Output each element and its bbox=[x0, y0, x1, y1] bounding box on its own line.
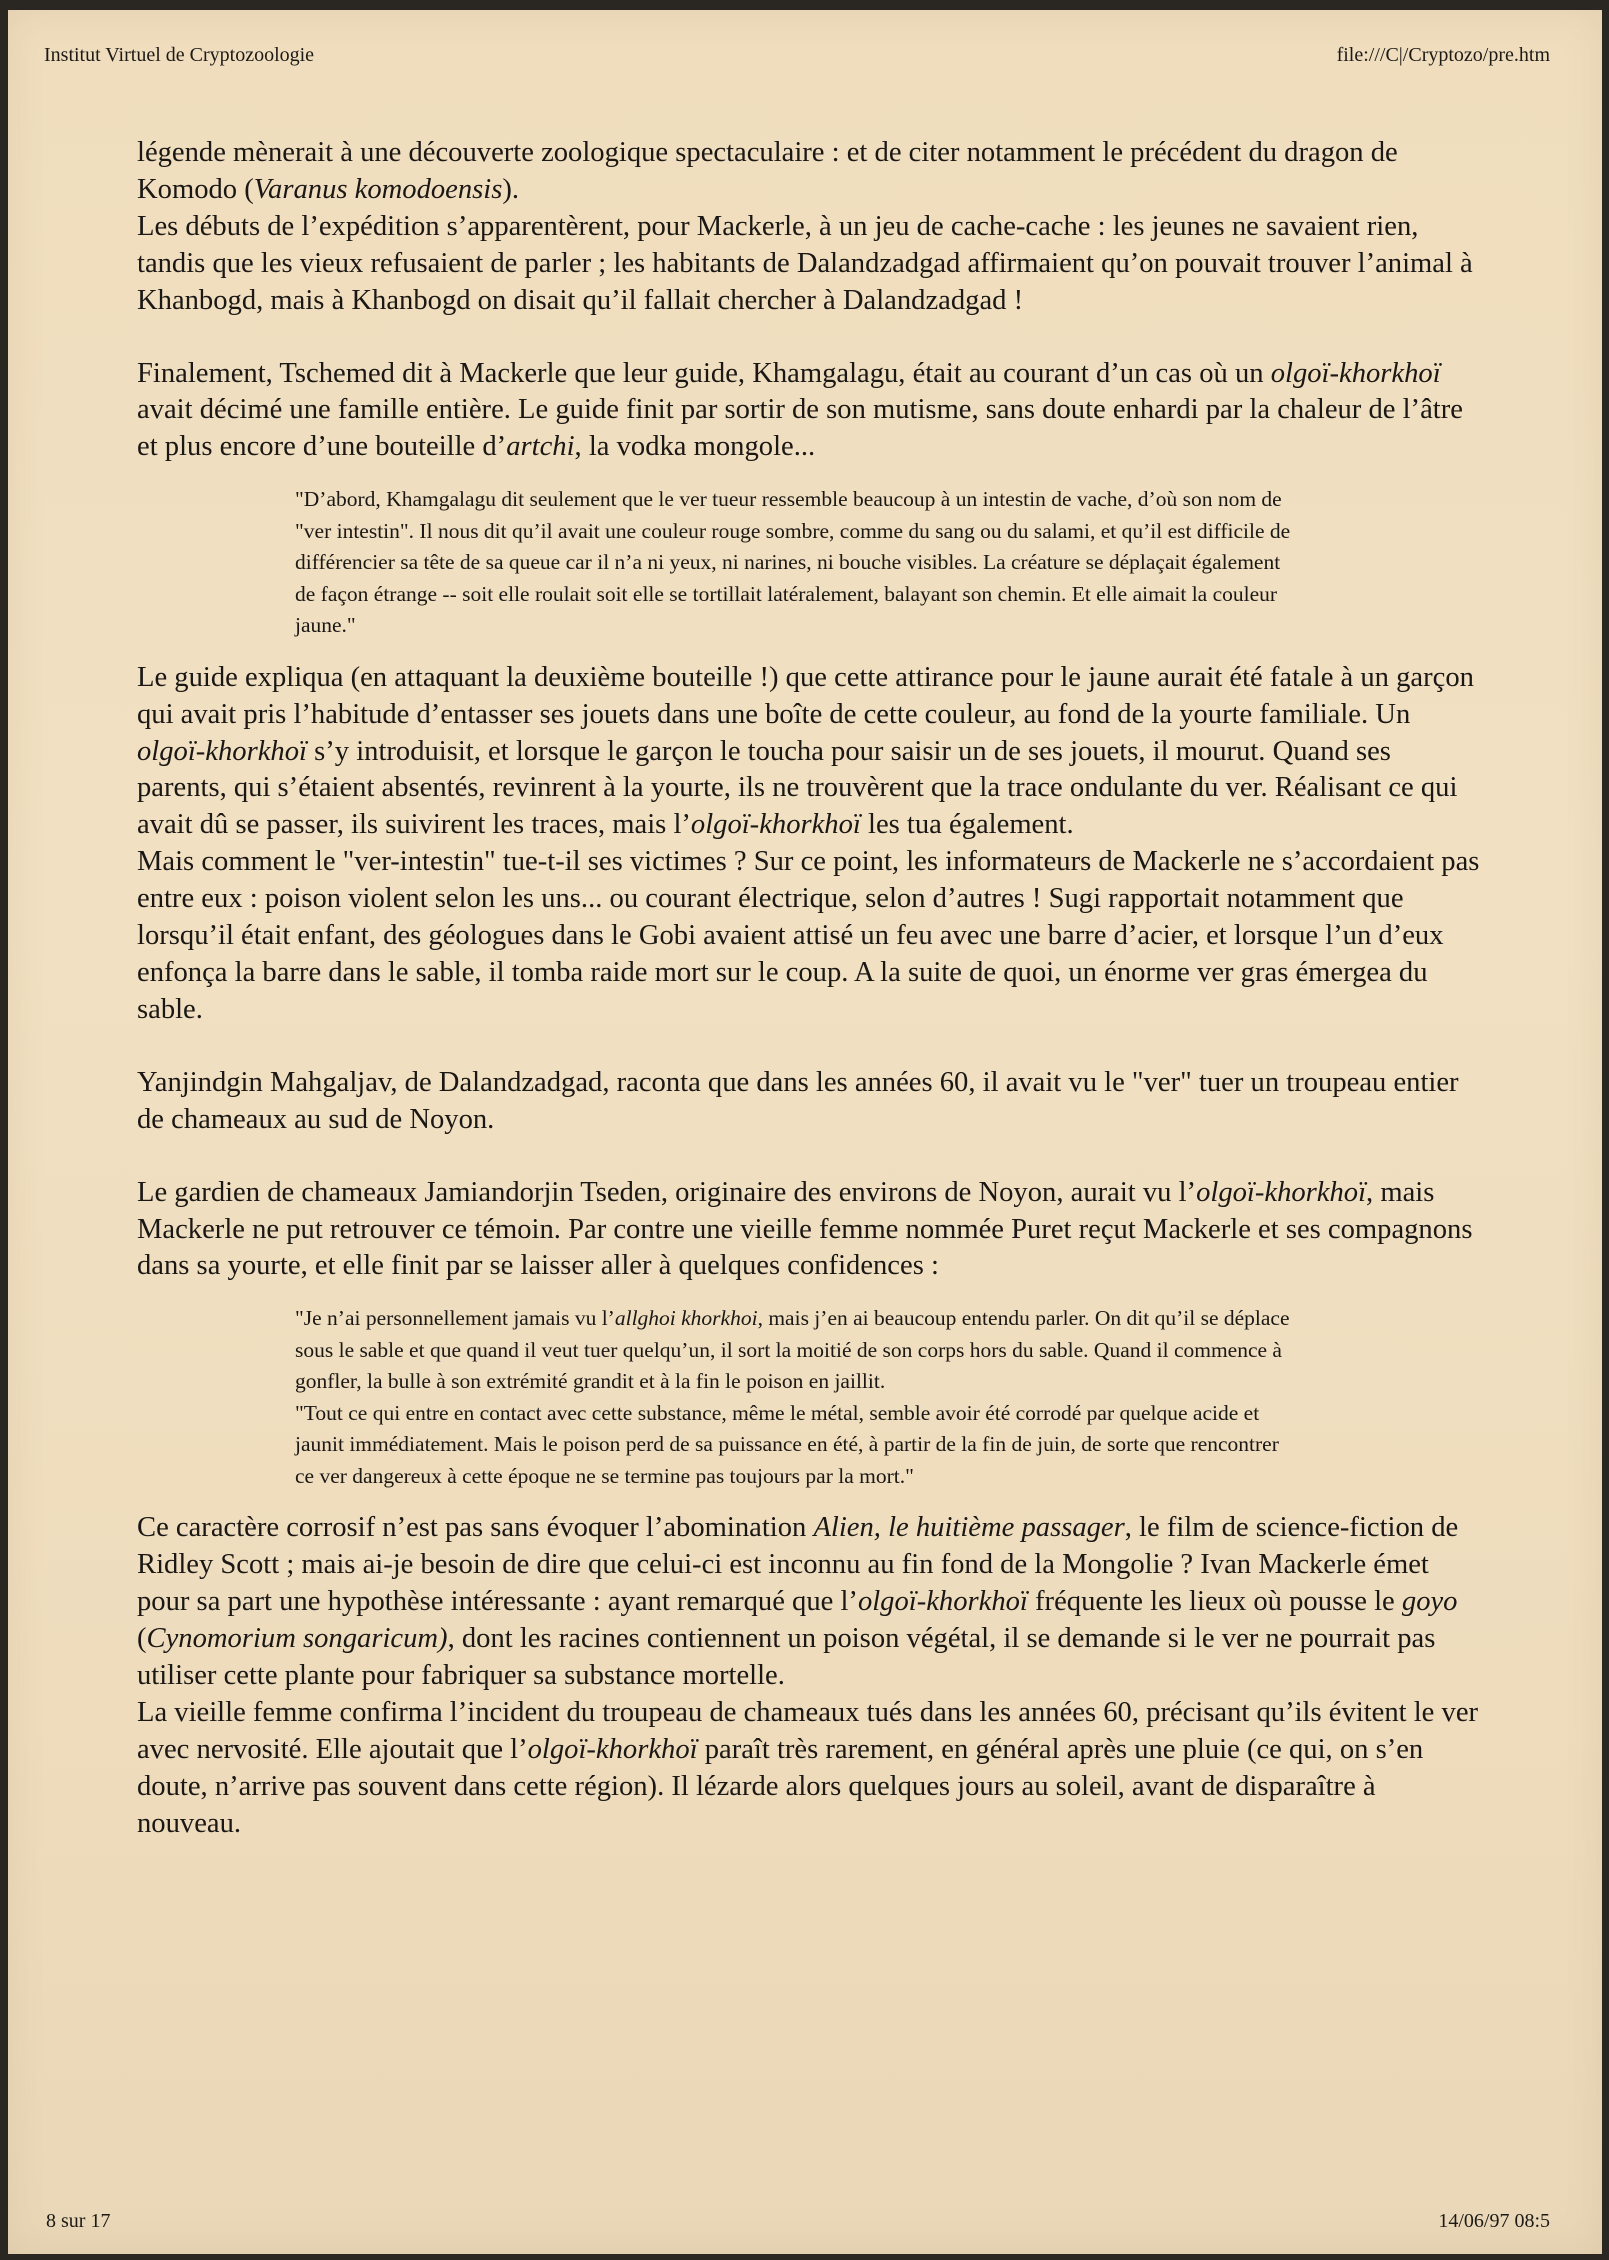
article-body bbox=[137, 135, 1482, 1843]
paragraph-how-kills: Mais comment le "ver-intestin" tue-t-il ses victimes ? Sur ce point, les informateurs de Mackerle ne s’accordaient pas entre eux : poison violent selon les uns... ou courant électrique, selon d’autres ! Sugi rapportait notamment que lorsqu’il était enfant, des géologues dans le Gobi avaient attisé un feu avec une barre d’acier, et lorsque l’un d’eux enfonça la barre dans le sable, il tomba raide mort sur le coup. A la suite de quoi, un énorme ver gras émergea du sable. bbox=[137, 846, 1480, 1025]
printed-page bbox=[8, 10, 1602, 2254]
paragraph-komodo: légende mènerait à une découverte zoologique spectaculaire : et de citer notamment le précédent du dragon de Komodo (Varanus komodoensis). bbox=[137, 137, 1398, 205]
paragraph-alien: Ce caractère corrosif n’est pas sans évoquer l’abomination Alien, le huitième passager, le film de science-fiction de Ridley Scott ; mais ai-je besoin de dire que celui-ci est inconnu au fin fond de la Mongolie ? Ivan Mackerle émet pour sa part une hypothèse intéressante : ayant remarqué que l’olgoï-khorkhoï fréquente les lieux où pousse le goyo (Cynomorium songaricum), dont les racines contiennent un poison végétal, il se demande si le ver ne pourrait pas utiliser cette plante pour fabriquer sa substance mortelle. bbox=[137, 1512, 1459, 1691]
paragraph-puret: Le gardien de chameaux Jamiandorjin Tseden, originaire des environs de Noyon, aurait vu l’olgoï-khorkhoï, mais Mackerle ne put retrouver ce témoin. Par contre une vieille femme nommée Puret reçut Mackerle et ses compagnons dans sa yourte, et elle finit par se laisser aller à quelques confidences : bbox=[137, 1176, 1473, 1282]
header-file-path: file:///C|/Cryptozo/pre.htm bbox=[1336, 44, 1550, 66]
paragraph-camels: Yanjindgin Mahgaljav, de Dalandzadgad, raconta que dans les années 60, il avait vu le "ver" tuer un troupeau entier de chameaux au sud de Noyon. bbox=[137, 1066, 1459, 1135]
paragraph-yellow-box: Le guide expliqua (en attaquant la deuxième bouteille !) que cette attirance pour le jaune aurait été fatale à un garçon qui avait pris l’habitude d’entasser ses jouets dans une boîte de cette couleur, au fond de la yourte familiale. Un olgoï-khorkhoï s’y introduisit, et lorsque le garçon le toucha pour saisir un de ses jouets, il mourut. Quand ses parents, qui s’étaient absentés, revinrent à la yourte, ils ne trouvèrent que la trace ondulante du ver. Réalisant ce qui avait dû se passer, ils suivirent les traces, mais l’olgoï-khorkhoï les tua également. bbox=[137, 661, 1474, 841]
footer-page-count: 8 sur 17 bbox=[46, 2210, 111, 2232]
paragraph-guide: Finalement, Tschemed dit à Mackerle que leur guide, Khamgalagu, était au courant d’un cas où un olgoï-khorkhoï avait décimé une famille entière. Le guide finit par sortir de son mutisme, sans doute enhardi par la chaleur de l’âtre et plus encore d’une bouteille d’artchi, la vodka mongole... bbox=[137, 357, 1463, 463]
header-site-title: Institut Virtuel de Cryptozoologie bbox=[44, 44, 315, 66]
footer-datetime: 14/06/97 08:5 bbox=[1438, 2210, 1550, 2232]
blockquote-khamgalagu: "D’abord, Khamgalagu dit seulement que le ver tueur ressemble beaucoup à un intestin de vache, d’où son nom de "ver intestin". Il nous dit qu’il avait une couleur rouge sombre, comme du sang ou du salami, et qu’il est difficile de différencier sa tête de sa queue car il n’a ni yeux, ni narines, ni bouche visibles. La créature se déplaçait également de façon étrange -- soit elle roulait soit elle se tortillait latéralement, balayant son chemin. Et elle aimait la couleur jaune." bbox=[295, 487, 1291, 638]
paragraph-cache-cache: Les débuts de l’expédition s’apparentèrent, pour Mackerle, à un jeu de cache-cache : les jeunes ne savaient rien, tandis que les vieux refusaient de parler ; les habitants de Dalandzadgad affirmaient qu’on pouvait trouver l’animal à Khanbogd, mais à Khanbogd on disait qu’il fallait chercher à Dalandzadgad ! bbox=[137, 210, 1473, 316]
paragraph-old-woman: La vieille femme confirma l’incident du troupeau de chameaux tués dans les années 60, précisant qu’ils évitent le ver avec nervosité. Elle ajoutait que l’olgoï-khorkhoï paraît très rarement, en général après une pluie (ce qui, on s’en doute, n’arrive pas souvent dans cette région). Il lézarde alors quelques jours au soleil, avant de disparaître à nouveau. bbox=[137, 1696, 1479, 1839]
blockquote-puret: "Je n’ai personnellement jamais vu l’allghoi khorkhoi, mais j’en ai beaucoup entendu parler. On dit qu’il se déplace sous le sable et que quand il veut tuer quelqu’un, il sort la moitié de son corps hors du sable. Quand il commence à gonfler, la bulle à son extrémité grandit et à la fin le poison en jaillit. "Tout ce qui entre en contact avec cette substance, même le métal, semble avoir été corrodé par quelque acide et jaunit immédiatement. Mais le poison perd de sa puissance en été, à partir de la fin de juin, de sorte que rencontrer ce ver dangereux à cette époque ne se termine pas toujours par la mort." bbox=[295, 1306, 1290, 1488]
